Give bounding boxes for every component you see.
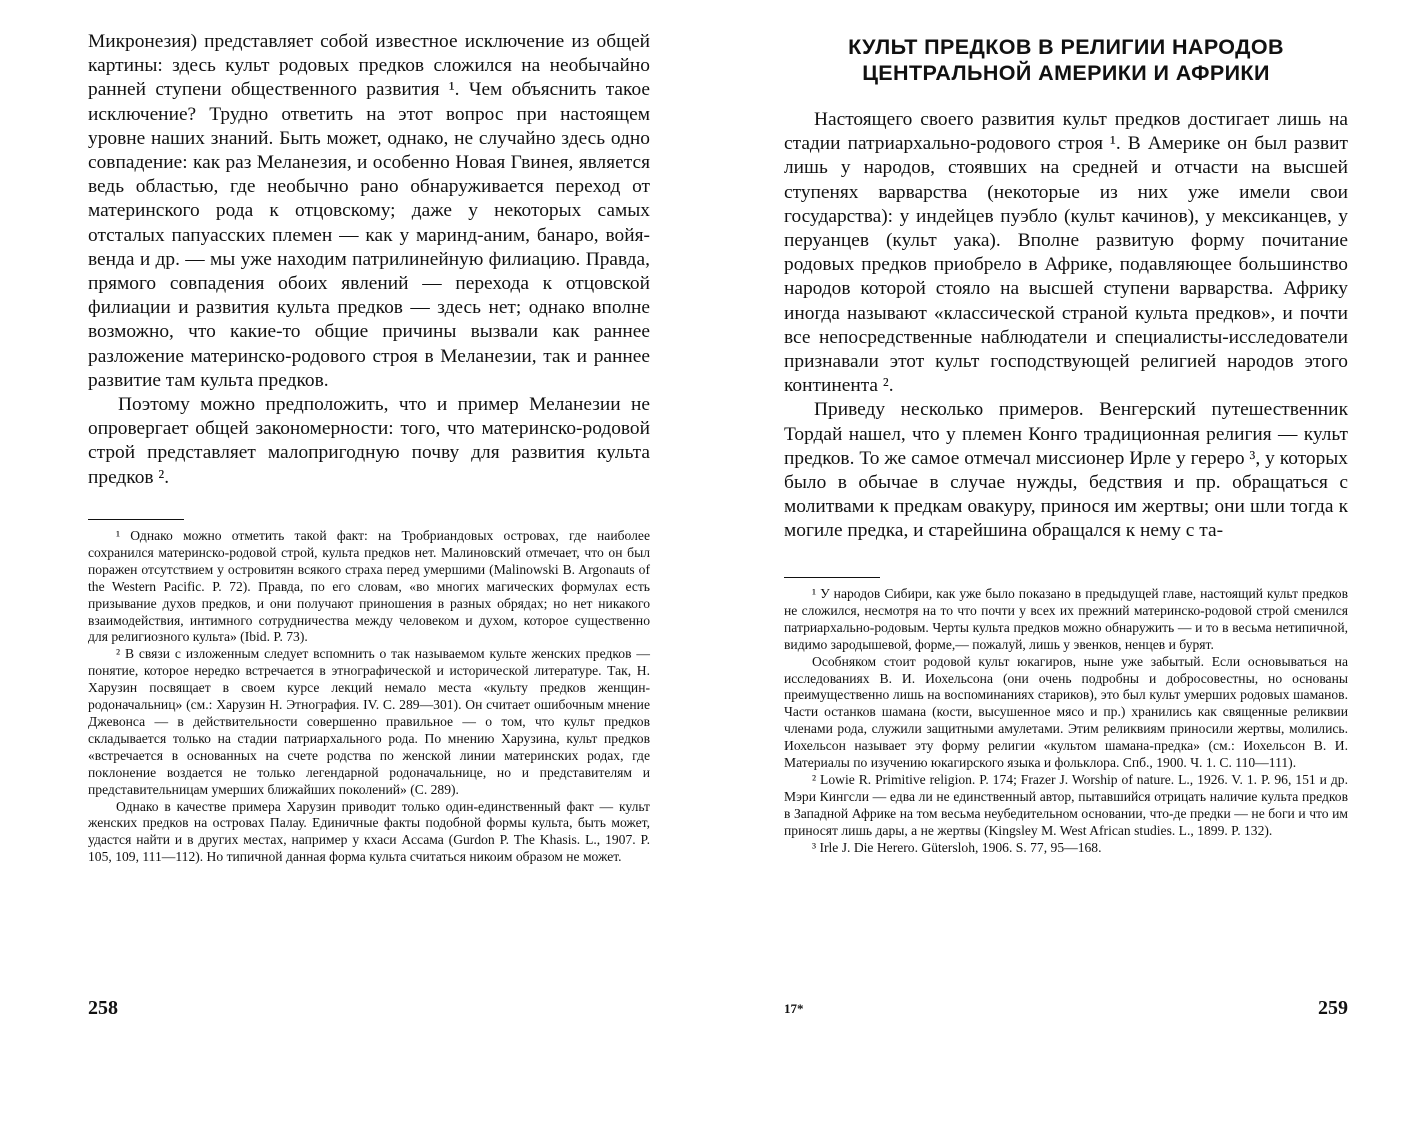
page-number-left: 258 xyxy=(88,997,118,1019)
left-footnote-1: ¹ Однако можно отметить такой факт: на Тробриандовых островах, где наиболее сохранился материнско-родовой строй, культа предков нет. Малиновский отмечает, что он был поражен отсутствием у островитян всякого страха перед умершими (Malinowski B. Argonauts of the Western Pacific. P. 72). Правда, по его словам, «во многих магических формулах есть призывание духов предков, и они получают приношения в разных обрядах; но нет никакого взаимодействия, интимного сотрудничества между человеком и духом, которое существенно для религиозного культа» (Ibid. P. 73). xyxy=(88,528,650,645)
printer-signature-mark: 17* xyxy=(784,1001,804,1016)
right-footnote-1: ¹ У народов Сибири, как уже было показано в предыдущей главе, настоящий культ предков не сложился, несмотря на то что почти у всех их прежний материнско-родовой строй сменился патриархально-родовым. Черты культа предков можно обнаружить — и то в весьма нетипичной, видимо зародышевой, форме,— пожалуй, лишь у эвенков, ненцев и бурят. xyxy=(784,586,1348,652)
right-footnote-3: ³ Irle J. Die Herero. Gütersloh, 1906. S. 77, 95—168. xyxy=(812,839,1102,855)
left-page xyxy=(88,0,650,1019)
footnote-rule xyxy=(88,519,184,520)
left-footnote-2: ² В связи с изложенным следует вспомнить о так называемом культе женских предков — понятие, которое нередко встречается в этнографической и исторической литературе. Так, Н. Харузин посвящает в своем курсе лекций немало места «культу предков женщин-родоначальниц» (см.: Харузин Н. Этнография. IV. С. 289—301). Он считает ошибочным мнение Джевонса — в действительности совершенно правильное — о том, что культ предков складывается только на стадии патриархального рода. По мнению Харузина, культ предков «встречается в основанных на счете родства по женской линии материнских родах, где поклонение воздается не только легендарной родоначальнице, но и представителям и представительницам умерших ближайших поколений» (С. 289). xyxy=(88,646,650,797)
page-number-right: 259 xyxy=(1318,997,1348,1019)
right-paragraph-2: Приведу несколько примеров. Венгерский путешественник Тордай нашел, что у племен Конго традиционная религия — культ предков. То же самое отмечал миссионер Ирле у гереро ³, у которых было в обычае в случае нужды, бедствия и пр. обращаться с молитвами к предкам овакуру, принося им жертвы; они шли тогда к могиле предка, и старейшина обращался к нему с та- xyxy=(784,399,1348,542)
footnote-rule xyxy=(784,577,880,578)
left-footnotes xyxy=(88,519,650,866)
left-paragraph-2: Поэтому можно предположить, что и пример Меланезии не опровергает общей закономерности: того, что материнско-родовой строй представляет малопригодную почву для развития культа предков ². xyxy=(88,394,650,488)
left-paragraph-1: Микронезия) представляет собой известное исключение из общей картины: здесь культ родовых предков сложился на необычайно ранней ступени общественного развития ¹. Чем объяснить такое исключение? Трудно ответить на этот вопрос при настоящем уровне наших знаний. Быть может, однако, не случайно здесь одно совпадение: как раз Меланезия, и особенно Новая Гвинея, является ведь областью, где необычно рано обнаруживается переход от материнского рода к отцовскому; даже у некоторых самых отсталых папуасских племен — как у маринд-аним, банаро, войя-венда и др. — мы уже находим патрилинейную филиацию. Правда, прямого совпадения обоих явлений — перехода к отцовской филиации и развития культа предков — здесь нет; однако вполне возможно, что какие-то общие причины вызвали как раннее разложение материнско-родового строя в Меланезии, так и раннее развитие там культа предков. xyxy=(88,31,650,391)
right-main-text xyxy=(784,108,1348,544)
right-page xyxy=(784,0,1348,1019)
chapter-title-line-1: КУЛЬТ ПРЕДКОВ В РЕЛИГИИ НАРОДОВ xyxy=(848,35,1284,59)
right-paragraph-1: Настоящего своего развития культ предков достигает лишь на стадии патриархально-родового строя ¹. В Америке он был развит лишь у народов, стоявших на средней и отчасти на высшей ступенях варварства (некоторые из них уже имели свои государства): у индейцев пуэбло (культ качинов), у мексиканцев, у перуанцев (культ уака). Вполне развитую форму почитание родовых предков приобрело в Африке, подавляющее большинство народов которой стояло на высшей ступени варварства. Африку иногда называют «классической страной культа предков», и почти все непосредственные наблюдатели и специалисты-исследователи признавали этот культ господствующей религией народов этого континента ². xyxy=(784,109,1348,397)
left-main-text xyxy=(88,0,650,490)
chapter-title xyxy=(784,0,1348,86)
right-footnote-2: ² Lowie R. Primitive religion. P. 174; Frazer J. Worship of nature. L., 1926. V. 1. P. 96, 151 и др. Мэри Кингсли — едва ли не единственный автор, пытавшийся отрицать наличие культа предков в Западной Африке на том весьма неубедительном основании, что-де предки — не боги и что им приносят лишь дары, а не жертвы (Kingsley M. West African studies. L., 1899. P. 132). xyxy=(784,771,1348,838)
right-footnote-1-continued: Особняком стоит родовой культ юкагиров, ныне уже забытый. Если основываться на исследованиях В. И. Иохельсона (они очень подробны и добросовестны, но основаны преимущественно лишь на воспоминаниях стариков), это был культ умерших родовых шаманов. Части останков шамана (кости, высушенное мясо и пр.) хранились как священные реликвии членами рода, служили защитными амулетами. Этим реликвиям приносили жертвы, молились. Иохельсон называет эту форму религии «культом шамана-предка» (см.: Иохельсон В. И. Материалы по изучению юкагирского языка и фольклора. Спб., 1900. Ч. 1. С. 110—111). xyxy=(784,653,1348,771)
chapter-title-line-2: ЦЕНТРАЛЬНОЙ АМЕРИКИ И АФРИКИ xyxy=(862,61,1270,85)
right-footnotes xyxy=(784,577,1348,857)
left-footnote-2-continued: Однако в качестве примера Харузин приводит только один-единственный факт — культ женских предков на островах Палау. Единичные факты подобной формы культа, быть может, удастся найти и в других местах, например у кхаси Ассама (Gurdon P. The Khasis. L., 1907. P. 105, 109, 111—112). Но типичной данная форма культа считаться никоим образом не может. xyxy=(88,798,650,865)
